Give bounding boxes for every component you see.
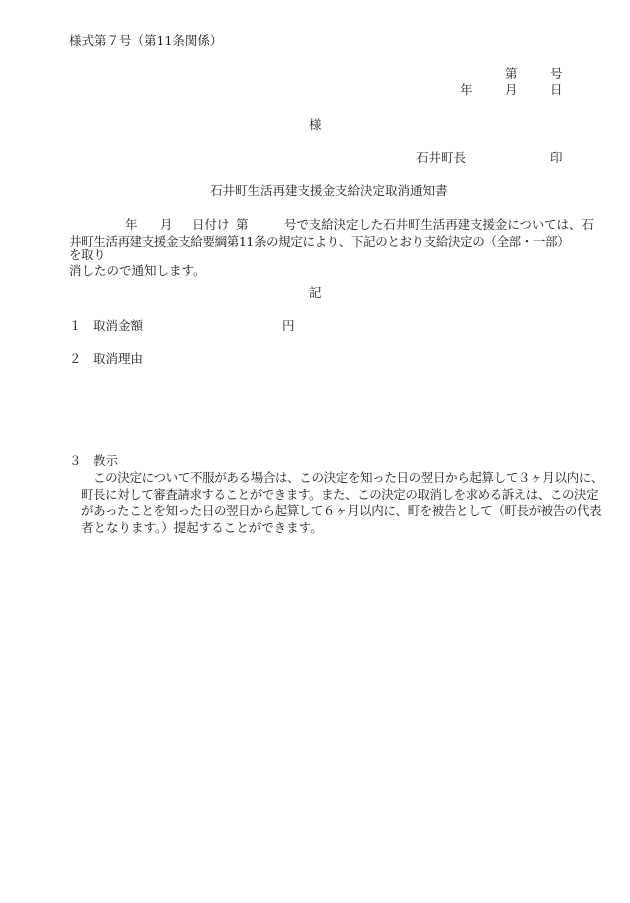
item-1-number: １	[69, 318, 82, 333]
body-date-suffix: 日付け	[192, 217, 230, 232]
date-year: 年	[460, 82, 473, 97]
document-number-suffix: 号	[550, 66, 563, 81]
body-date-year: 年	[125, 217, 138, 232]
date-day: 日	[550, 82, 563, 97]
body-line-3: 消したので通知します。	[69, 263, 206, 278]
body-paragraph	[69, 236, 563, 278]
ki-heading: 記	[309, 285, 322, 300]
document-title: 石井町生活再建支援金支給決定取消通知書	[210, 183, 448, 198]
item-3-number: ３	[69, 453, 82, 468]
date-month: 月	[505, 82, 518, 97]
notice-line-4: 者となります。）提起することができます。	[81, 520, 323, 535]
item-2-label: 取消理由	[93, 351, 144, 366]
notice-line-1: この決定について不服がある場合は、この決定を知った日の翌日から起算して３ヶ月以内に、	[93, 470, 604, 485]
notice-line-3: があったことを知った日の翌日から起算して６ヶ月以内に、町を被告として（町長が被告の代表	[81, 503, 602, 518]
document-number-prefix: 第	[505, 66, 518, 81]
body-line-1: 号で支給決定した石井町生活再建支援金については、石	[284, 217, 594, 232]
body-line-2: 井町生活再建支援金支給要綱第11条の規定により、下記のとおり支給決定の（全部・一部）を取り	[69, 234, 563, 262]
addressee-honorific: 様	[309, 117, 322, 132]
issuer-seal: 印	[550, 150, 563, 165]
item-3-label: 教示	[93, 453, 119, 468]
item-1-label: 取消金額	[93, 318, 144, 333]
issuer-title: 石井町長	[416, 150, 467, 165]
body-date-month: 月	[160, 217, 173, 232]
item-2-number: ２	[69, 351, 82, 366]
notice-line-2: 町長に対して審査請求することができます。また、この決定の取消しを求める訴えは、この決定	[81, 487, 599, 502]
body-number-prefix: 第	[236, 217, 249, 232]
item-1-unit: 円	[282, 318, 295, 333]
form-number: 様式第７号（第11条関係）	[69, 33, 223, 48]
